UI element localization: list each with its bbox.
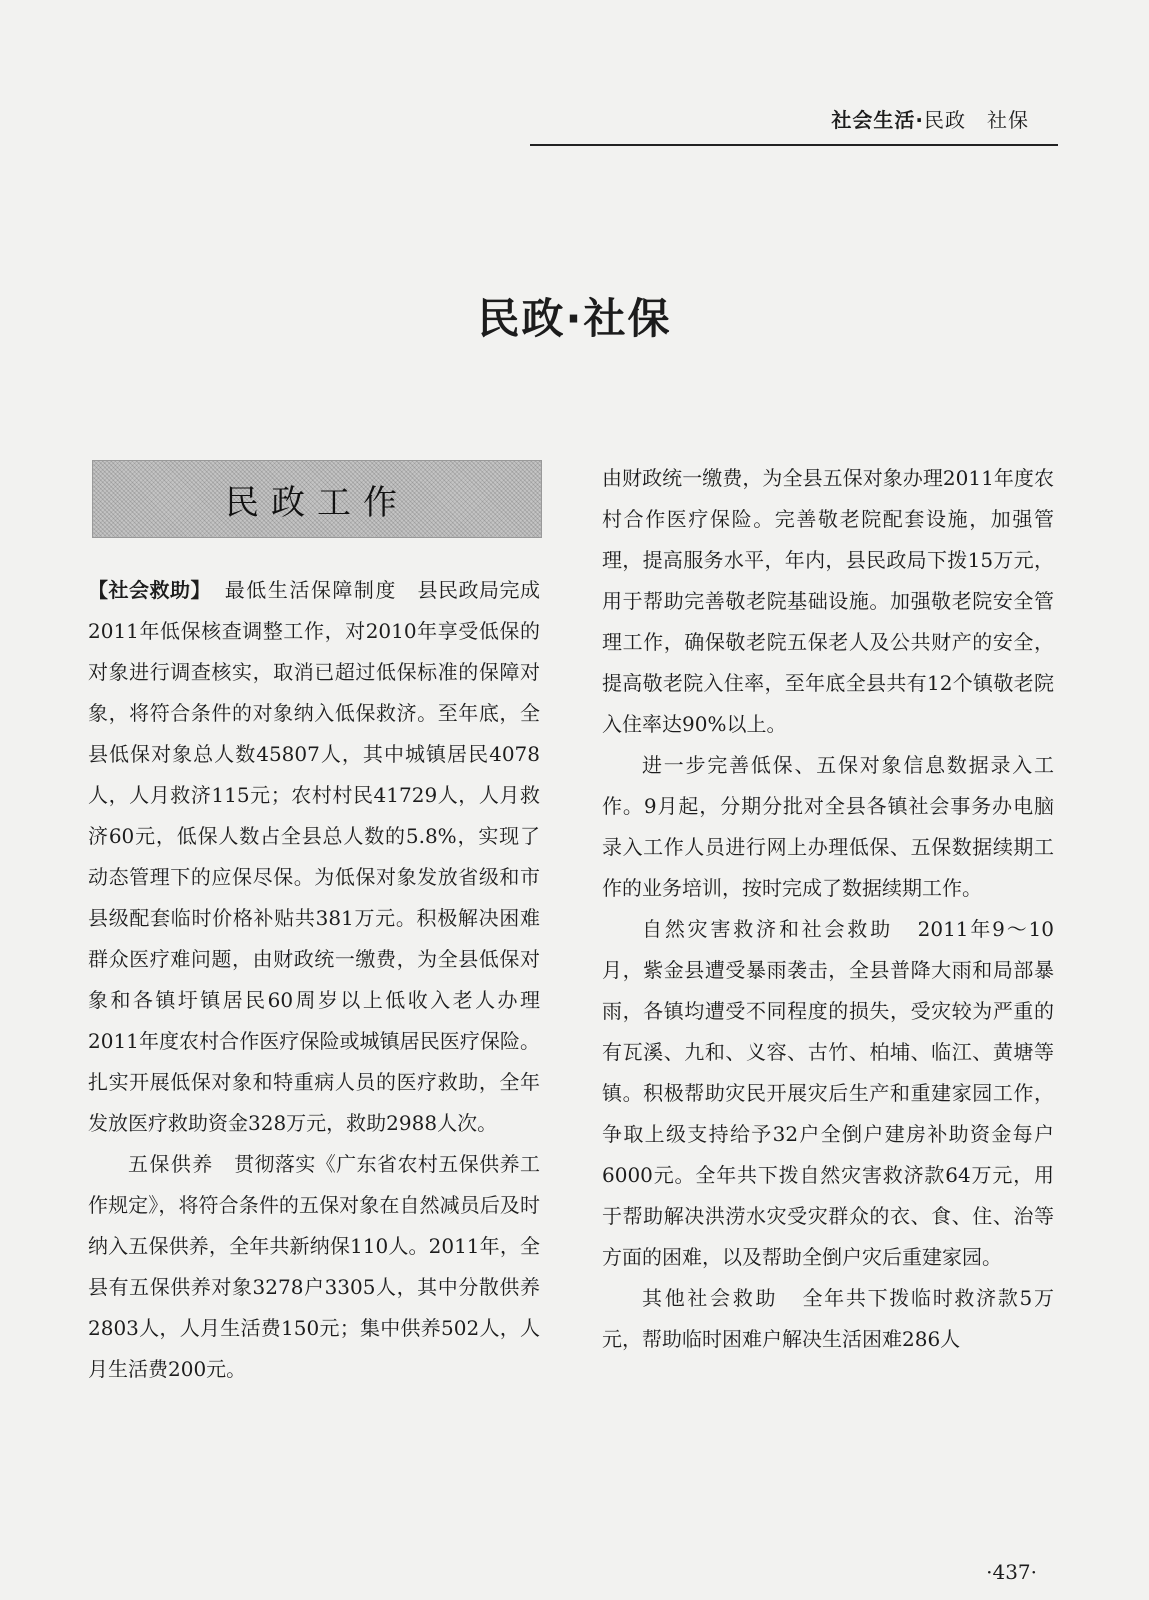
paragraph-data-entry: 进一步完善低保、五保对象信息数据录入工作。9月起，分期分批对全县各镇社会事务办电脑录入工作人员进行网上办理低保、五保数据续期工作的业务培训，按时完成了数据续期工作。 [602, 753, 1054, 900]
paragraph-text: 县民政局完成2011年低保核查调整工作，对2010年享受低保的对象进行调查核实，取消已超过低保标准的保障对象，将符合条件的对象纳入低保救济。至年底，全县低保对象总人数45807人，其中城镇居民4078人，人月救济115元；农村村民41729人，人月救济60元，低保人数占全县总人数的5.8%，实现了动态管理下的应保尽保。为低保对象发放省级和市县级配套临时价格补贴共381万元。积极解决困难群众医疗难问题，由财政统一缴费，为全县低保对象和各镇圩镇居民60周岁以上低收入老人办理2011年度农村合作医疗保险或城镇居民医疗保险。扎实开展低保对象和特重病人员的医疗救助，全年发放医疗救助资金328万元，救助2988人次。 [88, 578, 541, 1135]
right-column [602, 458, 1054, 1360]
paragraph-text: 贯彻落实《广东省农村五保供养工作规定》，将符合条件的五保对象在自然减员后及时纳入五保供养，全年共新纳保110人。2011年，全县有五保供养对象3278户3305人，其中分散供养2803人，人月生活费150元；集中供养502人，人月生活费200元。 [88, 1152, 541, 1381]
paragraph-continued: 由财政统一缴费，为全县五保对象办理2011年度农村合作医疗保险。完善敬老院配套设施，加强管理，提高服务水平，年内，县民政局下拨15万元，用于帮助完善敬老院基础设施。加强敬老院安全管理工作，确保敬老院五保老人及公共财产的安全，提高敬老院入住率，至年底全县共有12个镇敬老院入住率达90%以上。 [602, 466, 1054, 736]
page-title: 民政·社保 [477, 294, 672, 343]
running-head-main: 社会生活· [831, 108, 924, 132]
section-title: 民政工作 [225, 482, 409, 523]
subheading: 其他社会救助 [642, 1286, 779, 1310]
paragraph-other-assistance [602, 1278, 1054, 1360]
header-rule [530, 144, 1058, 146]
page-number: ·437· [986, 1560, 1037, 1584]
paragraph-text: 2011年9～10月，紫金县遭受暴雨袭击，全县普降大雨和局部暴雨，各镇均遭受不同程度的损失，受灾较为严重的有瓦溪、九和、义容、古竹、柏埔、临江、黄塘等镇。积极帮助灾民开展灾后生产和重建家园工作，争取上级支持给予32户全倒户建房补助资金每户6000元。全年共下拨自然灾害救济款64万元，用于帮助解决洪涝水灾受灾群众的衣、食、住、治等方面的困难，以及帮助全倒户灾后重建家园。 [602, 917, 1054, 1269]
paragraph-text: 全年共下拨临时救济款5万元，帮助临时困难户解决生活困难286人 [602, 1286, 1054, 1351]
paragraph-five-guarantees [88, 1144, 540, 1390]
subheading: 五保供养 [128, 1152, 214, 1176]
left-column [88, 570, 540, 1390]
subheading: 自然灾害救济和社会救助 [642, 917, 894, 941]
section-lead: 【社会救助】 [88, 578, 212, 602]
subheading: 最低生活保障制度 [224, 578, 397, 602]
running-head-sub: 民政 社保 [924, 108, 1029, 132]
running-head [831, 104, 1029, 133]
paragraph-social-assistance [88, 570, 540, 1144]
section-banner [92, 460, 542, 538]
paragraph-disaster-relief [602, 909, 1054, 1278]
